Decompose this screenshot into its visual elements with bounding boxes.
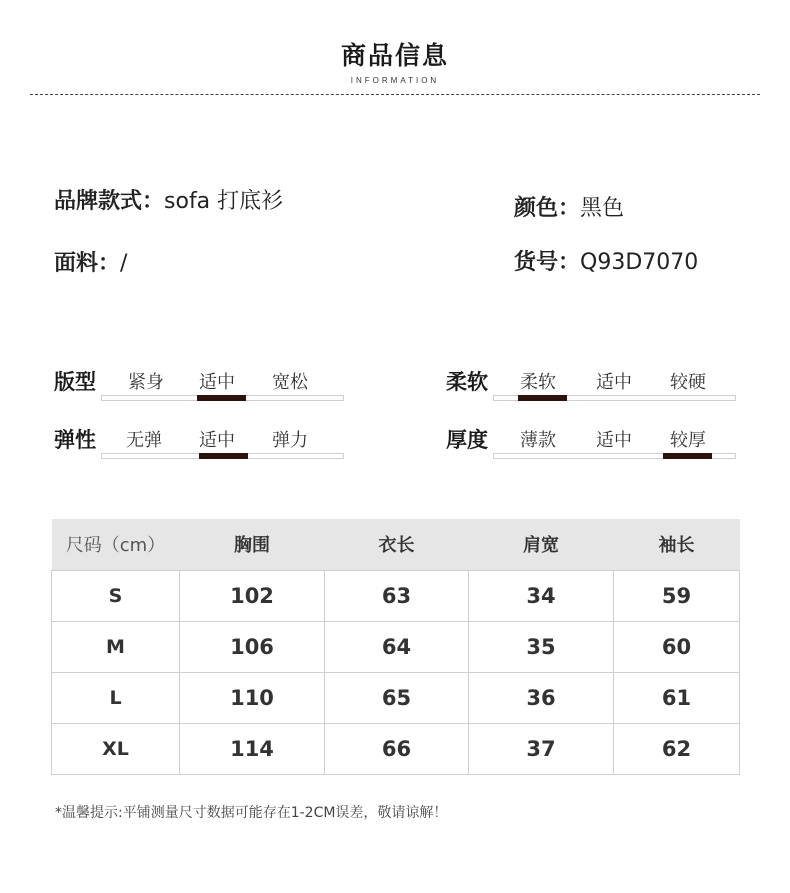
section-header xyxy=(0,36,790,85)
sku-value: Q93D7070 xyxy=(580,250,699,275)
attr-softness-option-3: 较硬 xyxy=(670,372,706,393)
cell-size: S xyxy=(52,570,180,621)
cell-chest: 106 xyxy=(180,621,325,672)
attr-fit-label: 版型 xyxy=(54,370,96,394)
attr-thickness-option-3: 较厚 xyxy=(670,430,706,451)
cell-length: 66 xyxy=(325,723,469,774)
fabric-label: 面料： xyxy=(54,251,121,276)
section-subtitle: INFORMATION xyxy=(350,76,440,85)
table-row xyxy=(52,621,740,672)
size-table xyxy=(51,519,740,775)
attr-fit-option-2: 适中 xyxy=(199,372,235,393)
attr-fit-option-1: 紧身 xyxy=(128,372,164,393)
attr-softness-option-2: 适中 xyxy=(596,372,632,393)
header-size: 尺码（cm） xyxy=(52,519,180,570)
attr-thickness-option-1: 薄款 xyxy=(520,430,556,451)
cell-size: L xyxy=(52,672,180,723)
attr-softness-indicator xyxy=(518,395,567,401)
table-row xyxy=(52,723,740,774)
attr-elasticity-option-1: 无弹 xyxy=(126,430,162,451)
brand-info xyxy=(54,184,283,215)
attr-fit-option-3: 宽松 xyxy=(272,372,308,393)
cell-sleeve: 61 xyxy=(614,672,740,723)
color-value: 黑色 xyxy=(580,196,625,221)
attr-softness-label: 柔软 xyxy=(446,370,488,394)
attr-thickness xyxy=(446,424,746,484)
cell-chest: 114 xyxy=(180,723,325,774)
section-title: 商品信息 xyxy=(340,41,449,70)
brand-label: 品牌款式： xyxy=(54,189,165,214)
cell-size: XL xyxy=(52,723,180,774)
color-info xyxy=(514,191,624,222)
attr-elasticity-option-2: 适中 xyxy=(199,430,235,451)
header-chest: 胸围 xyxy=(180,519,325,570)
attr-elasticity-option-3: 弹力 xyxy=(272,430,308,451)
cell-length: 64 xyxy=(325,621,469,672)
sku-info xyxy=(514,245,698,276)
table-row xyxy=(52,672,740,723)
header-sleeve: 袖长 xyxy=(614,519,740,570)
attr-fit xyxy=(54,366,354,426)
cell-size: M xyxy=(52,621,180,672)
size-table-header xyxy=(52,519,740,570)
dashed-divider xyxy=(30,94,760,95)
header-shoulder: 肩宽 xyxy=(469,519,614,570)
attr-thickness-indicator xyxy=(663,453,712,459)
measurement-note: *温馨提示:平铺测量尺寸数据可能存在1-2CM误差，敬请谅解！ xyxy=(55,805,448,821)
attr-softness xyxy=(446,366,746,426)
attr-elasticity-label: 弹性 xyxy=(54,428,96,452)
cell-chest: 102 xyxy=(180,570,325,621)
attr-thickness-option-2: 适中 xyxy=(596,430,632,451)
attr-elasticity xyxy=(54,424,354,484)
sku-label: 货号： xyxy=(514,250,581,275)
cell-sleeve: 60 xyxy=(614,621,740,672)
fabric-value: / xyxy=(120,251,128,276)
cell-shoulder: 35 xyxy=(469,621,614,672)
cell-chest: 110 xyxy=(180,672,325,723)
cell-shoulder: 34 xyxy=(469,570,614,621)
attr-fit-indicator xyxy=(197,395,246,401)
attr-elasticity-indicator xyxy=(199,453,248,459)
header-length: 衣长 xyxy=(325,519,469,570)
cell-shoulder: 36 xyxy=(469,672,614,723)
table-row xyxy=(52,570,740,621)
cell-shoulder: 37 xyxy=(469,723,614,774)
fabric-info xyxy=(54,246,127,277)
attr-softness-option-1: 柔软 xyxy=(520,372,556,393)
cell-sleeve: 59 xyxy=(614,570,740,621)
cell-sleeve: 62 xyxy=(614,723,740,774)
cell-length: 65 xyxy=(325,672,469,723)
brand-value: sofa 打底衫 xyxy=(164,189,284,214)
attr-thickness-label: 厚度 xyxy=(446,428,488,452)
color-label: 颜色： xyxy=(514,196,581,221)
cell-length: 63 xyxy=(325,570,469,621)
